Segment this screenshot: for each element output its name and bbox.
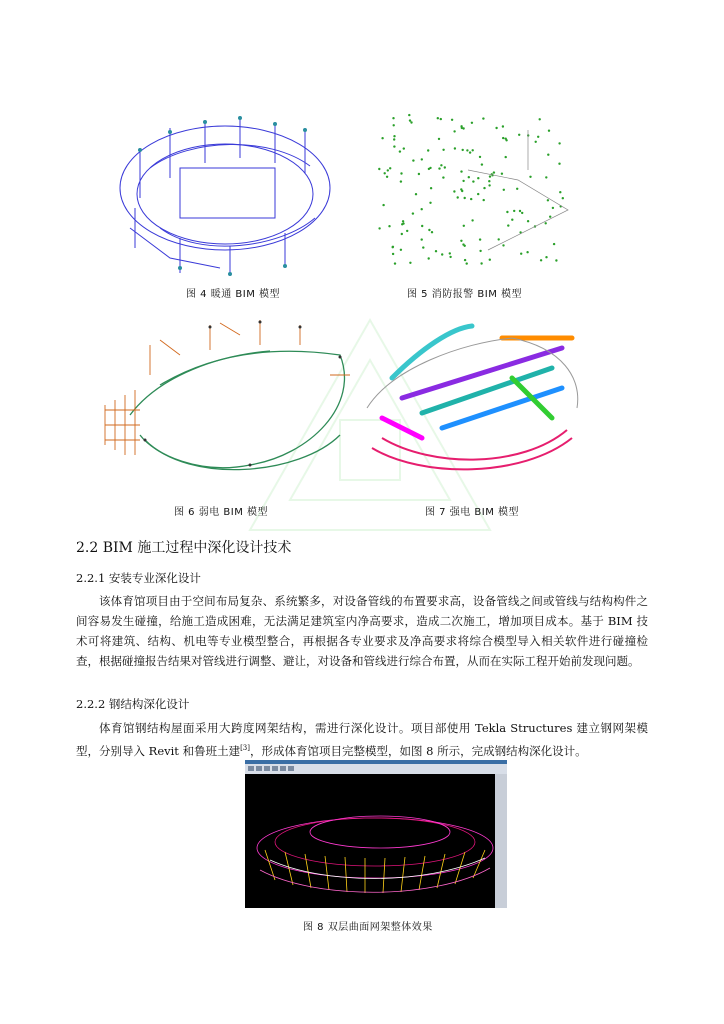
figure-4-caption: 图 4 暖通 BIM 模型: [186, 289, 281, 300]
paragraph-installation-design: 该体育馆项目由于空间布局复杂、系统繁多，对设备管线的布置要求高，设备管线之间或管线与结构构件之间容易发生碰撞，给施工造成困难，无法满足建筑室内净高要求，造成二次施工，增加项目成本。基于 BIM 技术可将建筑、结构、机电等专业模型整合，再根据各专业要求及净高要求将综合模型导入相关软件进行碰撞检查，根据碰撞报告结果对管线进行调整、避让，对设备和管线进行综合布置，从而在实际工程开始前发现问题。: [76, 594, 648, 668]
figure-4-hvac-model: [110, 108, 340, 278]
section-heading: 2.2 BIM 施工过程中深化设计技术: [76, 540, 292, 556]
figure-6-caption: 图 6 弱电 BIM 模型: [174, 507, 269, 518]
figure-5-caption: 图 5 消防报警 BIM 模型: [407, 289, 523, 300]
figure-7-caption: 图 7 强电 BIM 模型: [425, 507, 520, 518]
figure-6-weak-current-model: [100, 315, 360, 490]
figure-7-strong-current-model: [362, 318, 587, 478]
figure-8-caption: 图 8 双层曲面网架整体效果: [303, 922, 433, 933]
paragraph-steel-structure-design: [76, 718, 648, 761]
figure-5-fire-alarm-model: [368, 110, 578, 275]
subsection-heading-2-2-1: 2.2.1 安装专业深化设计: [76, 571, 201, 585]
subsection-heading-2-2-2: 2.2.2 钢结构深化设计: [76, 697, 190, 711]
paragraph-text-part-2: ，形成体育馆项目完整模型，如图 8 所示，完成钢结构深化设计。: [250, 743, 587, 758]
citation-ref: [3]: [240, 744, 250, 752]
paragraph-text-part-1: 体育馆钢结构屋面采用大跨度网架结构，需进行深化设计。项目部使用 Tekla Structures 建立钢网架模型，分别导入 Revit 和鲁班土建: [76, 721, 648, 758]
figure-8-grid-screenshot: [245, 760, 507, 908]
